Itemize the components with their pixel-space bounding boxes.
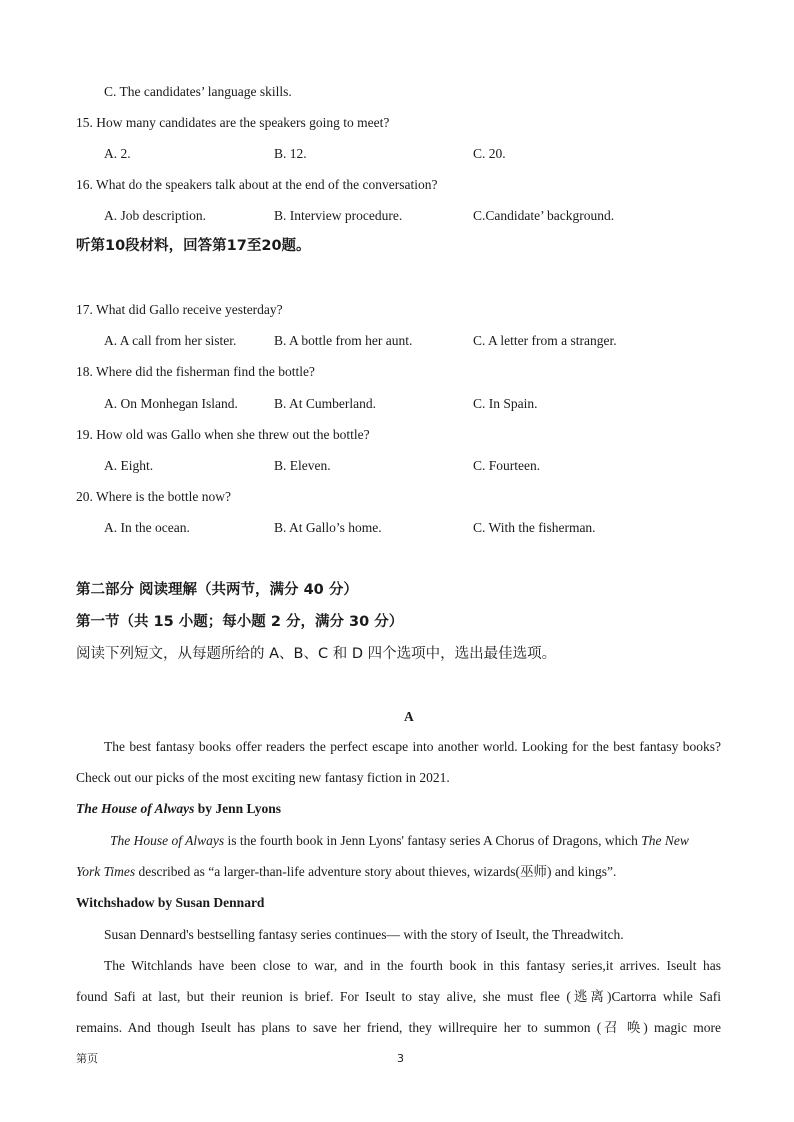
q18-option-c: C. In Spain. (473, 396, 538, 411)
book2-para2-line-2 (76, 988, 721, 1006)
q17-question: 17. What did Gallo receive yesterday? (76, 302, 283, 317)
q14-option-c: C. The candidates’ language skills. (104, 84, 292, 99)
q15-question: 15. How many candidates are the speakers going to meet? (76, 115, 390, 130)
q18-question: 18. Where did the fisherman find the bottle? (76, 364, 315, 379)
q19-option-c: C. Fourteen. (473, 458, 541, 473)
book2-para2-text-1: The Witchlands have been close to war, and in the fourth book in this fantasy series,it arrives. Iseult has (104, 958, 721, 973)
book2-line-1: Susan Dennard's bestselling fantasy series continues— with the story of Iseult, the Threadwitch. (104, 927, 624, 942)
q18-option-a: A. On Monhegan Island. (104, 396, 238, 411)
book1-desc-line-2 (76, 863, 616, 881)
intro-line-1 (76, 738, 721, 756)
q19-option-a: A. Eight. (104, 458, 154, 473)
book2-para2-line-3 (76, 1019, 721, 1037)
book1-desc-text-2: described as “a larger-than-life adventure story about thieves, wizards(巫师) and kings”. (135, 864, 617, 879)
book1-heading (76, 800, 281, 818)
book1-desc-title: The House of Always (110, 833, 225, 848)
q18-option-b: B. At Cumberland. (274, 396, 376, 411)
q19-question: 19. How old was Gallo when she threw out the bottle? (76, 427, 370, 442)
book1-desc-paper-2: York Times (76, 864, 136, 879)
q17-option-b: B. A bottle from her aunt. (274, 333, 413, 348)
book1-title: The House of Always (76, 801, 195, 816)
book2-heading: Witchshadow by Susan Dennard (76, 895, 265, 910)
book2-para2-text-3: remains. And though Iseult has plans to save her friend, they willrequire her to summon (召 唤) magic more (76, 1020, 721, 1035)
section1-heading: 第一节（共 15 小题；每小题 2 分，满分 30 分） (76, 614, 404, 630)
q16-option-b: B. Interview procedure. (274, 208, 403, 223)
part2-heading: 第二部分 阅读理解（共两节，满分 40 分） (76, 582, 358, 598)
q20-option-c: C. With the fisherman. (473, 520, 596, 535)
q15-option-c: C. 20. (473, 146, 506, 161)
book1-desc-paper-1: The New (641, 833, 689, 848)
q17-option-a: A. A call from her sister. (104, 333, 237, 348)
q16-option-a: A. Job description. (104, 208, 206, 223)
book1-author: by Jenn Lyons (194, 801, 282, 816)
q15-option-a: A. 2. (104, 146, 131, 161)
q19-option-b: B. Eleven. (274, 458, 331, 473)
book1-desc-line-1 (110, 832, 689, 850)
section10-heading: 听第10段材料，回答第17至20题。 (76, 238, 311, 254)
q15-option-b: B. 12. (274, 146, 307, 161)
q17-option-c: C. A letter from a stranger. (473, 333, 617, 348)
q20-question: 20. Where is the bottle now? (76, 489, 231, 504)
q16-option-c: C.Candidate’ background. (473, 208, 615, 223)
book2-para2-text-2: found Safi at last, but their reunion is brief. For Iseult to stay alive, she must flee (逃离)Cartorra while Safi (76, 989, 721, 1004)
q20-option-a: A. In the ocean. (104, 520, 190, 535)
page-number: 3 (397, 1052, 404, 1065)
passage-label: A (404, 709, 414, 724)
book2-para2-line-1 (76, 957, 721, 975)
intro-text-1: The best fantasy books offer readers the perfect escape into another world. Looking for the best fantasy books? (104, 739, 721, 754)
book1-desc-text-1: is the fourth book in Jenn Lyons' fantasy series A Chorus of Dragons, which (224, 833, 642, 848)
intro-line-2: Check out our picks of the most exciting new fantasy fiction in 2021. (76, 770, 450, 785)
reading-instruction: 阅读下列短文，从每题所给的 A、B、C 和 D 四个选项中，选出最佳选项。 (76, 646, 557, 662)
footer-label: 第页 (76, 1052, 98, 1065)
q20-option-b: B. At Gallo’s home. (274, 520, 382, 535)
q16-question: 16. What do the speakers talk about at the end of the conversation? (76, 177, 438, 192)
